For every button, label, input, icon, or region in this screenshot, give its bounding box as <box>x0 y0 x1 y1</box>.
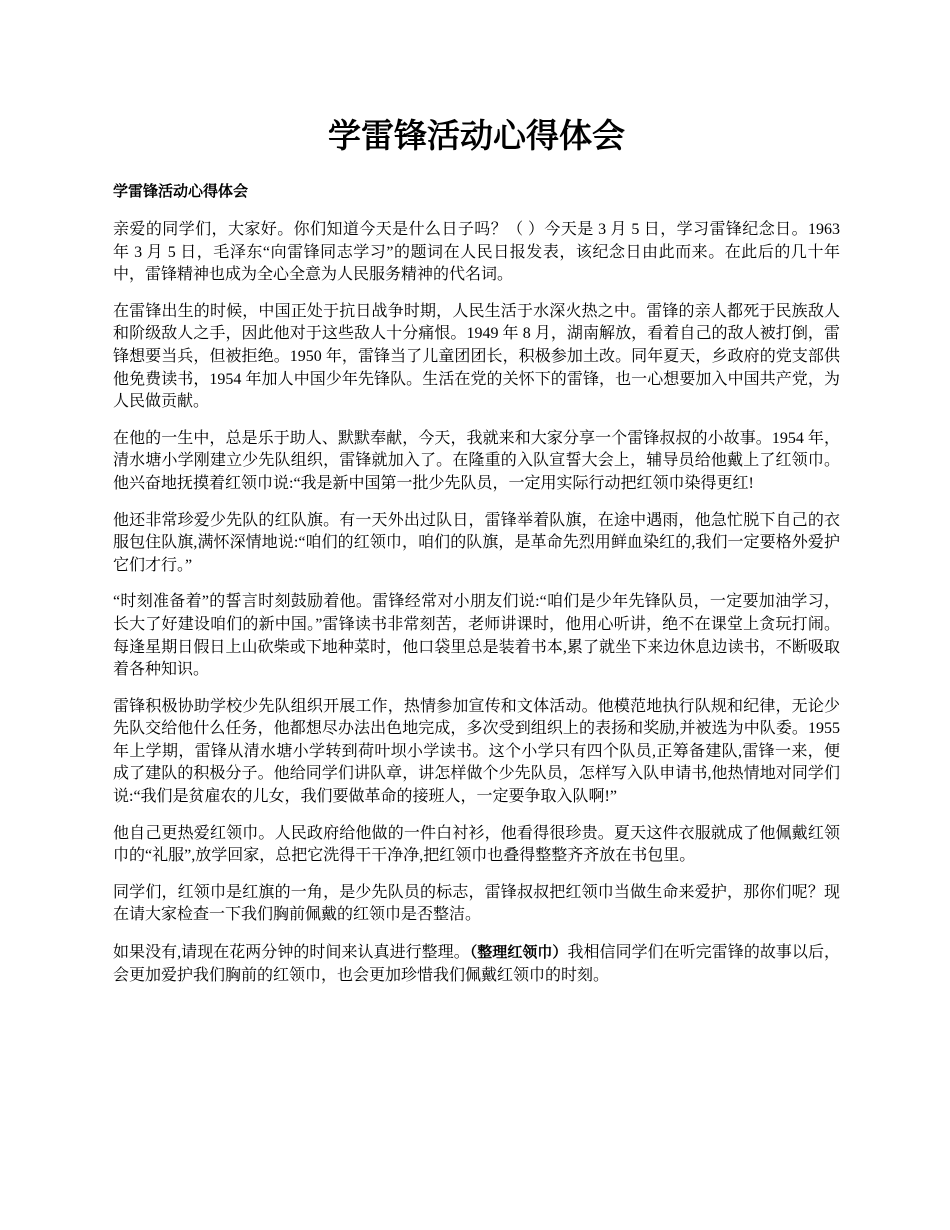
closing-text-bold: （整理红领巾） <box>469 943 568 962</box>
paragraph-birth: 在雷锋出生的时候，中国正处于抗日战争时期，人民生活于水深火热之中。雷锋的亲人都死于民族敌人和阶级敌人之手，因此他对于这些敌人十分痛恨。1949 年 8 月，湖南解放，看着自己的敌人被打倒，雷锋想要当兵，但被拒绝。1950 年，雷锋当了儿童团团长，积极参加土改。同年夏天，乡政府的党支部供他免费读书，1954 年加人中国少年先锋队。生活在党的关怀下的雷锋，也一心想要加入中国共产党，为人民做贡献。 <box>113 302 840 411</box>
closing-text-after: 我相信同学们在听完雷锋的故事以后，会更加爱护我们胸前的红领巾，也会更加珍惜我们佩戴红领巾的时刻。 <box>113 944 840 984</box>
paragraph-flag: 他还非常珍爱少先队的红队旗。有一天外出过队日，雷锋举着队旗，在途中遇雨，他急忙脱下自己的衣服包住队旗,满怀深情地说:“咱们的红领巾，咱们的队旗，是革命先烈用鲜血染红的,我们一定要格外爱护它们才行。” <box>113 511 840 574</box>
paragraph-study: “时刻准备着”的誓言时刻鼓励着他。雷锋经常对小朋友们说:“咱们是少年先锋队员，一定要加油学习，长大了好建设咱们的新中国。”雷锋读书非常刻苦，老师讲课时，他用心听讲，绝不在课堂上贪玩打闹。每逢星期日假日上山砍柴或下地种菜时，他口袋里总是装着书本,累了就坐下来边休息边读书，不断吸取着各种知识。 <box>113 593 840 679</box>
paragraph-check-scarf: 同学们，红领巾是红旗的一角，是少先队员的标志，雷锋叔叔把红领巾当做生命来爱护，那你们呢？现在请大家检查一下我们胸前佩戴的红领巾是否整洁。 <box>113 883 840 924</box>
paragraph-intro: 亲爱的同学们，大家好。你们知道今天是什么日子吗？（ ）今天是 3 月 5 日，学习雷锋纪念日。1963 年 3 月 5 日，毛泽东“向雷锋同志学习”的题词在人民日报发表，该纪念日由此而来。在此后的几十年中，雷锋精神也成为全心全意为人民服务精神的代名词。 <box>113 221 840 284</box>
paragraph-shirt: 他自己更热爱红领巾。人民政府给他做的一件白衬衫，他看得很珍贵。夏天这件衣服就成了他佩戴红领巾的“礼服”,放学回家，总把它洗得干干净净,把红领巾也叠得整整齐齐放在书包里。 <box>113 824 840 865</box>
document-title: 学雷锋活动心得体会 <box>328 116 625 155</box>
document-body <box>113 219 840 1001</box>
closing-text-before: 如果没有,请现在花两分钟的时间来认真进行整理。 <box>113 944 470 962</box>
paragraph-story: 在他的一生中，总是乐于助人、默默奉献，今天，我就来和大家分享一个雷锋叔叔的小故事。1954 年，清水塘小学刚建立少先队组织，雷锋就加入了。在隆重的入队宣誓大会上，辅导员给他戴上了红领巾。他兴奋地抚摸着红领巾说:“我是新中国第一批少先队员，一定用实际行动把红领巾染得更红! <box>113 429 840 492</box>
document-subtitle: 学雷锋活动心得体会 <box>113 182 249 200</box>
paragraph-team-work: 雷锋积极协助学校少先队组织开展工作，热情参加宣传和文体活动。他模范地执行队规和纪律，无论少先队交给他什么任务，他都想尽办法出色地完成，多次受到组织上的表扬和奖励,并被选为中队委。1955 年上学期，雷锋从清水塘小学转到荷叶坝小学读书。这个小学只有四个队员,正筹备建队,雷锋一来，便成了建队的积极分子。他给同学们讲队章，讲怎样做个少先队员，怎样写入队申请书,他热情地对同学们说:“我们是贫雇农的儿女，我们要做革命的接班人，一定要争取入队啊!” <box>113 697 840 806</box>
paragraph-closing <box>113 941 840 987</box>
